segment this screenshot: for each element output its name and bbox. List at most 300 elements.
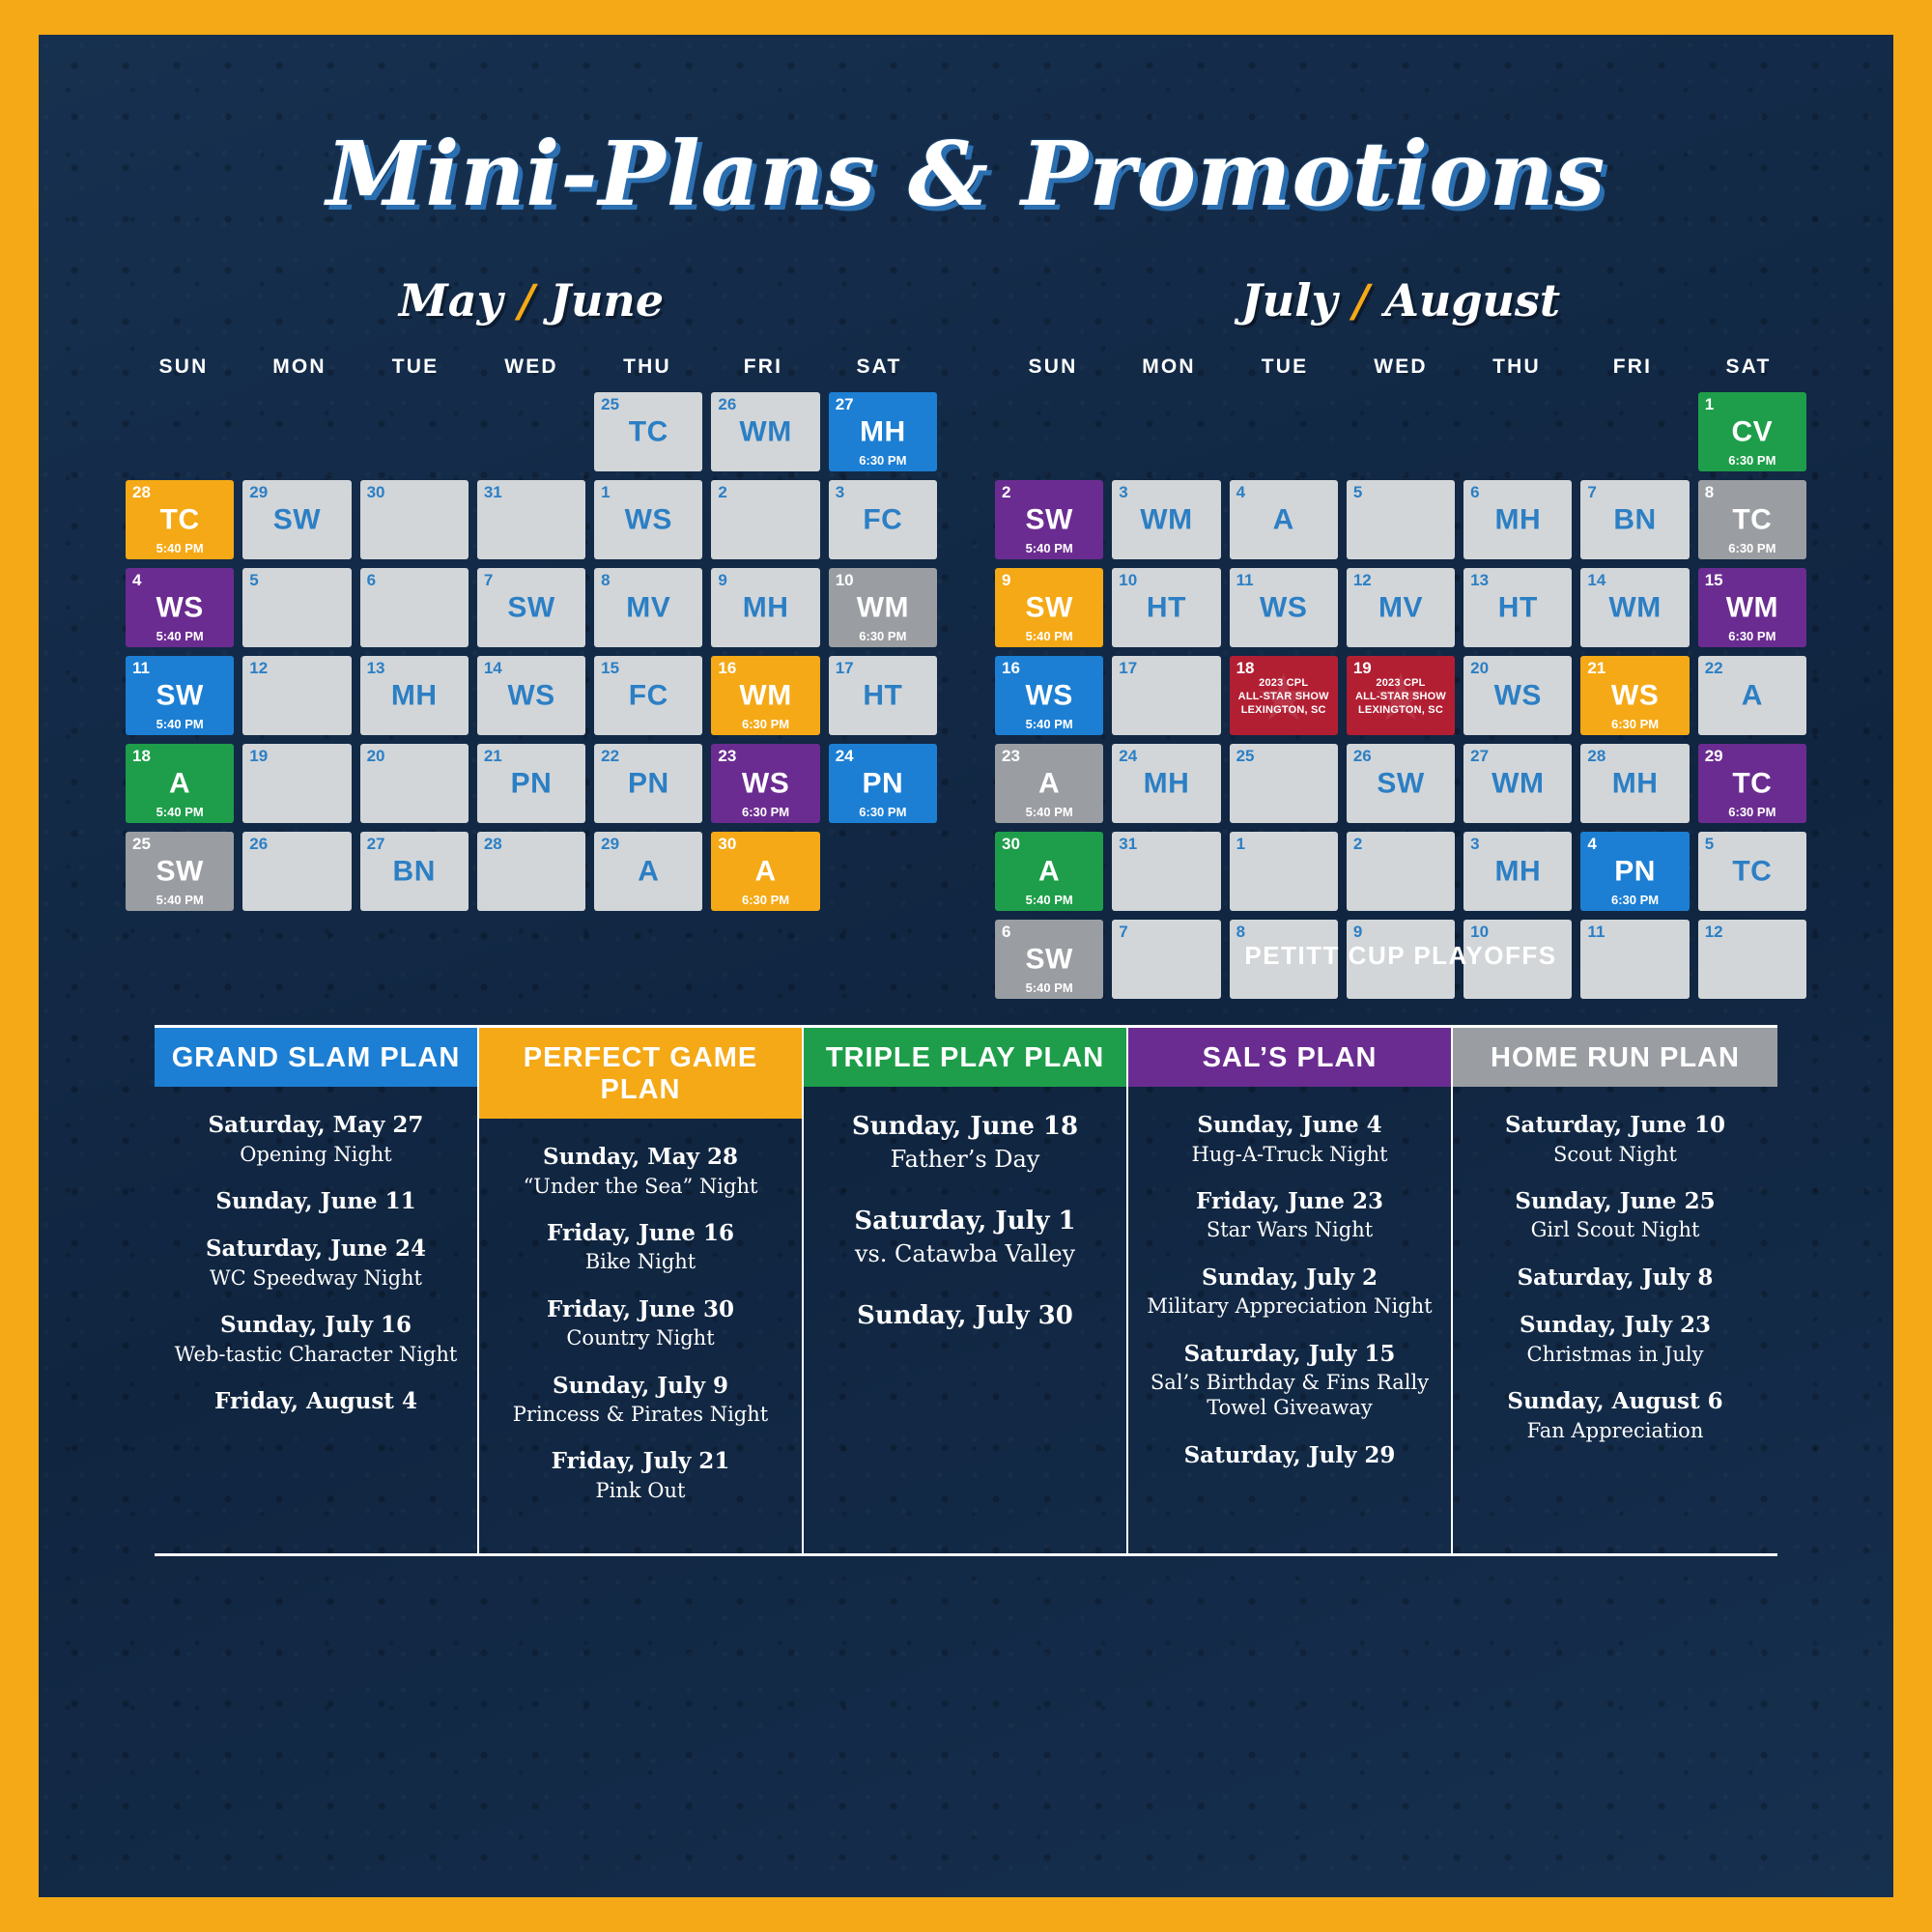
opponent-abbr: SW [156,855,204,888]
weekday-fri: FRI [743,355,783,378]
day-number: 2 [1002,483,1011,501]
calendar-cell-empty [477,392,585,471]
plan-item [168,1312,464,1367]
opponent-abbr: TC [1732,767,1773,800]
calendar-day-cell[interactable] [594,480,702,559]
calendar-day-cell[interactable] [1347,568,1455,647]
calendar-day-cell[interactable] [1698,480,1806,559]
day-number: 10 [1470,923,1490,941]
opponent-abbr: MH [390,679,438,712]
plan-item [1142,1188,1437,1243]
opponent-abbr: A [1272,503,1294,536]
day-number: 14 [483,659,502,677]
calendar-july-august [966,274,1835,995]
calendar-day-cell[interactable] [1698,744,1806,823]
day-number: 22 [1704,659,1723,677]
opponent-abbr: PN [1614,855,1656,888]
calendar-cell-empty [126,392,234,471]
plan-item-date: Friday, June 30 [547,1295,734,1322]
calendar-day-cell[interactable] [829,480,937,559]
opponent-abbr: MV [626,591,671,624]
calendar-day-cell[interactable] [594,656,702,735]
plan-item-subtitle: Opening Night [240,1142,392,1166]
plan-item [493,1144,788,1199]
day-number: 8 [1704,483,1715,501]
plan-title: PERFECT GAME PLAN [479,1028,802,1119]
calendar-day-cell[interactable] [126,744,234,823]
day-number: 7 [1119,923,1128,941]
plan-item-subtitle: Star Wars Night [1206,1218,1374,1242]
plan-items [804,1087,1126,1394]
game-time: 6:30 PM [859,805,907,819]
game-time: 5:40 PM [156,629,204,643]
day-number: 20 [366,747,385,765]
calendar-day-cell[interactable] [995,744,1103,823]
opponent-abbr: BN [392,855,436,888]
game-time: 5:40 PM [156,717,204,731]
plan-item-subtitle: Scout Night [1553,1142,1677,1166]
day-number: 16 [718,659,737,677]
calendar-day-cell[interactable] [126,568,234,647]
plan-item-date: Sunday, July 23 [1520,1312,1711,1339]
game-time: 5:40 PM [1025,980,1073,995]
plan-item-subtitle: Country Night [566,1326,715,1350]
opponent-abbr: FC [863,503,903,536]
calendar-cell-empty [1230,392,1338,471]
calendar-day-cell[interactable] [711,656,819,735]
calendar-day-cell[interactable] [126,832,234,911]
day-number: 18 [132,747,151,765]
opponent-abbr: CV [1731,415,1774,448]
opponent-abbr: HT [1146,591,1186,624]
day-number: 21 [483,747,502,765]
calendar-day-cell[interactable] [1580,480,1689,559]
opponent-abbr: PN [862,767,904,800]
calendar-day-cell[interactable] [360,832,469,911]
calendar-day-cell[interactable] [1230,832,1338,911]
plan-item-subtitle: Girl Scout Night [1530,1218,1700,1242]
day-number: 18 [1236,659,1255,677]
plan-item-date: Sunday, August 6 [1507,1388,1723,1415]
day-number: 15 [601,659,620,677]
day-number: 28 [483,835,502,853]
day-number: 1 [601,483,611,501]
opponent-abbr: WS [741,767,790,800]
plan-item-subtitle: Hug-A-Truck Night [1191,1142,1388,1166]
calendar-cell-empty [1463,392,1572,471]
day-number: 10 [835,571,854,589]
calendar-day-cell[interactable] [1463,744,1572,823]
opponent-abbr: MH [1494,503,1542,536]
plan-item-subtitle: Pink Out [595,1478,686,1502]
game-time: 5:40 PM [1025,629,1073,643]
day-number: 4 [1236,483,1246,501]
plan-item-subtitle: WC Speedway Night [210,1266,422,1291]
opponent-abbr: MH [860,415,906,448]
calendar-day-cell[interactable] [477,480,585,559]
day-number: 8 [601,571,611,589]
day-number: 11 [1587,923,1605,941]
weekday-wed: WED [504,355,558,378]
calendar-day-cell[interactable] [1463,656,1572,735]
day-number: 1 [1236,835,1246,853]
plan-item-subtitle: Bike Night [584,1250,696,1274]
day-number: 29 [249,483,269,501]
weekday-fri: FRI [1612,355,1653,378]
plan-item-date: Friday, August 4 [214,1388,417,1415]
plan-item-subtitle: Princess & Pirates Night [512,1403,769,1427]
day-number: 7 [1587,483,1597,501]
plan-item-date: Saturday, July 29 [1183,1441,1396,1468]
month-separator: / [1352,274,1370,327]
day-number: 6 [366,571,377,589]
game-time: 6:30 PM [1610,893,1660,907]
plan-items [155,1087,477,1465]
game-time: 5:40 PM [156,805,204,819]
opponent-abbr: A [169,767,191,800]
plan-column [155,1028,479,1553]
game-time: 5:40 PM [1025,805,1073,819]
day-number: 24 [1119,747,1138,765]
opponent-abbr: WS [624,503,672,536]
opponent-abbr: MH [1494,855,1542,888]
day-number: 27 [1470,747,1490,765]
plan-item-date: Saturday, June 24 [205,1236,427,1263]
day-number: 30 [1002,835,1020,853]
calendar-cell-empty [360,392,469,471]
calendar-day-cell[interactable] [829,656,937,735]
plan-item [1466,1388,1764,1443]
plan-items [1128,1087,1451,1519]
day-number: 26 [249,835,269,853]
opponent-abbr: PN [627,767,669,800]
calendar-day-cell[interactable] [477,744,585,823]
day-number: 14 [1587,571,1606,589]
day-number: 13 [1470,571,1490,589]
opponent-abbr: SW [272,503,322,536]
opponent-abbr: WM [1140,503,1193,536]
plan-item [168,1188,464,1215]
day-number: 26 [1352,747,1372,765]
day-number: 12 [249,659,269,677]
day-number: 2 [1352,835,1363,853]
plan-item-subtitle: Fan Appreciation [1526,1418,1704,1442]
day-number: 5 [1352,483,1363,501]
calendar-day-cell[interactable] [477,656,585,735]
day-number: 7 [483,571,494,589]
calendar-day-cell[interactable] [1580,656,1689,735]
calendar-day-cell[interactable] [995,656,1103,735]
game-time: 6:30 PM [1728,541,1776,555]
calendar-day-cell[interactable] [1112,568,1220,647]
calendar-day-cell[interactable] [1698,656,1806,735]
calendar-cell-empty [995,392,1103,471]
opponent-abbr: WM [856,591,909,624]
plan-item-date: Saturday, May 27 [208,1112,424,1138]
calendar-day-cell[interactable] [711,480,819,559]
calendar-day-cell[interactable] [594,832,702,911]
opponent-abbr: PN [510,767,553,800]
calendar-day-cell[interactable] [1230,480,1338,559]
day-number: 1 [1704,395,1715,413]
day-number: 22 [601,747,620,765]
calendar-day-cell[interactable] [1347,656,1455,735]
day-number: 3 [835,483,845,501]
calendar-day-cell[interactable] [1112,744,1220,823]
calendar-day-cell[interactable] [1230,656,1338,735]
day-number: 17 [1119,659,1138,677]
month-separator: / [518,274,535,327]
calendar-day-cell[interactable] [711,568,819,647]
plan-item [168,1388,464,1415]
opponent-abbr: SW [1025,591,1073,624]
opponent-abbr: MV [1378,591,1423,624]
day-number: 25 [132,835,151,853]
day-number: 11 [1236,571,1254,589]
calendar-day-cell[interactable] [477,568,585,647]
game-time: 6:30 PM [1728,629,1776,643]
month-name-a: July [1240,274,1338,327]
weekday-mon: MON [272,355,327,378]
plan-column [479,1028,804,1553]
calendar-cell-empty [242,392,351,471]
calendar-day-cell[interactable] [594,744,702,823]
weekday-wed: WED [1374,355,1428,378]
plan-item-date: Sunday, May 28 [543,1144,738,1170]
game-time: 6:30 PM [1728,453,1776,468]
opponent-abbr: A [1741,679,1763,712]
day-number: 29 [1704,747,1723,765]
calendar-day-cell[interactable] [1112,480,1220,559]
month-name-a: May [398,274,503,327]
day-number: 25 [1236,747,1255,765]
plan-item-date: Sunday, July 16 [220,1312,412,1339]
calendar-day-cell[interactable] [242,656,351,735]
all-star-label: 2023 CPL ALL-STAR SHOW LEXINGTON, SC [1237,677,1329,716]
calendar-day-cell[interactable] [829,744,937,823]
opponent-abbr: TC [628,415,668,448]
plan-item [1142,1264,1437,1320]
plan-item [1466,1264,1764,1292]
calendar-heading [966,274,1835,327]
day-number: 19 [1352,659,1372,677]
opponent-abbr: WM [739,415,792,448]
calendar-day-cell[interactable] [242,480,351,559]
day-number: 19 [249,747,269,765]
plan-item-subtitle: vs. Catawba Valley [854,1240,1076,1268]
day-number: 23 [1002,747,1020,765]
calendar-cell-empty [1112,392,1220,471]
opponent-abbr: BN [1613,503,1657,536]
calendar-may-june [97,274,966,971]
opponent-abbr: A [1038,855,1061,888]
month-name-b: June [550,274,665,327]
opponent-abbr: HT [863,679,903,712]
calendar-day-cell[interactable] [1698,568,1806,647]
weekday-header-row-2 [966,355,1835,379]
calendar-day-cell[interactable] [995,568,1103,647]
opponent-abbr: WS [1025,679,1073,712]
day-number: 6 [1470,483,1480,501]
plan-item [817,1207,1113,1268]
opponent-abbr: HT [1497,591,1538,624]
plan-item [817,1112,1113,1174]
day-number: 16 [1002,659,1020,677]
day-number: 4 [132,571,142,589]
day-number: 4 [1587,835,1597,853]
day-number: 30 [718,835,737,853]
opponent-abbr: MH [742,591,789,624]
calendar-day-cell[interactable] [1347,832,1455,911]
calendar-day-cell[interactable] [1698,832,1806,911]
game-time: 6:30 PM [859,453,907,468]
plan-item [493,1448,788,1503]
calendar-day-cell[interactable] [126,656,234,735]
game-time: 5:40 PM [1025,893,1073,907]
weekday-thu: THU [1492,355,1541,378]
opponent-abbr: TC [159,503,200,536]
plan-item [168,1236,464,1291]
calendar-day-cell[interactable] [594,568,702,647]
day-number: 2 [718,483,727,501]
plan-item-subtitle: Sal’s Birthday & Fins Rally Towel Giveaway [1150,1371,1430,1420]
opponent-abbr: SW [1377,767,1425,800]
calendar-day-cell[interactable] [711,744,819,823]
calendar-day-cell[interactable] [1463,480,1572,559]
plan-item-date: Sunday, June 4 [1197,1112,1382,1138]
calendar-day-cell[interactable] [829,392,937,471]
game-time: 6:30 PM [859,629,907,643]
plan-item-date: Friday, June 16 [547,1219,734,1246]
calendar-day-cell[interactable] [1580,568,1689,647]
weekday-mon: MON [1142,355,1196,378]
calendar-day-cell[interactable] [995,832,1103,911]
calendar-day-cell[interactable] [1112,832,1220,911]
calendar-day-cell[interactable] [995,480,1103,559]
calendar-day-cell[interactable] [711,392,819,471]
calendar-day-cell[interactable] [242,832,351,911]
poster [39,35,1893,1897]
day-number: 9 [1002,571,1011,589]
calendar-grid-1 [97,392,966,911]
day-number: 9 [718,571,727,589]
opponent-abbr: MH [1611,767,1659,800]
opponent-abbr: SW [156,679,204,712]
plan-item-date: Sunday, July 9 [553,1372,728,1399]
opponent-abbr: WS [507,679,555,712]
day-number: 5 [249,571,259,589]
plan-column [1453,1028,1777,1553]
calendar-day-cell[interactable] [1698,392,1806,471]
calendar-day-cell[interactable] [1463,832,1572,911]
plans-section [155,1025,1777,1556]
day-number: 17 [835,659,854,677]
day-number: 11 [132,659,150,677]
plan-title: HOME RUN PLAN [1453,1028,1777,1087]
opponent-abbr: MH [1143,767,1190,800]
day-number: 29 [601,835,620,853]
day-number: 24 [835,747,854,765]
plan-item-date: Friday, June 23 [1196,1187,1383,1214]
calendar-day-cell[interactable] [1463,568,1572,647]
weekday-sat: SAT [856,355,902,378]
day-number: 27 [835,395,854,413]
opponent-abbr: TC [1732,503,1773,536]
calendar-day-cell[interactable] [242,744,351,823]
calendar-day-cell[interactable] [360,568,469,647]
opponent-abbr: WM [1608,591,1662,624]
calendar-day-cell[interactable] [477,832,585,911]
game-time: 6:30 PM [741,893,790,907]
weekday-tue: TUE [391,355,440,378]
plan-item [1142,1341,1437,1421]
calendar-day-cell[interactable] [829,568,937,647]
calendar-day-cell[interactable] [1230,744,1338,823]
day-number: 10 [1119,571,1138,589]
day-number: 26 [718,395,737,413]
game-time: 6:30 PM [1610,717,1660,731]
calendar-day-cell[interactable] [711,832,819,911]
calendars-row [39,274,1893,995]
plan-item-date: Sunday, June 11 [215,1187,416,1214]
opponent-abbr: WS [156,591,204,624]
opponent-abbr: FC [628,679,668,712]
plan-item [817,1301,1113,1331]
calendar-grid-2 [966,392,1835,999]
day-number: 5 [1704,835,1715,853]
opponent-abbr: WS [1493,679,1542,712]
plan-item-date: Sunday, July 30 [857,1301,1073,1331]
calendar-day-cell[interactable] [1112,656,1220,735]
plan-item [493,1220,788,1275]
calendar-day-cell[interactable] [1347,480,1455,559]
opponent-abbr: SW [1025,943,1073,976]
opponent-abbr: A [1038,767,1061,800]
game-time: 5:40 PM [1025,541,1073,555]
calendar-day-cell[interactable] [360,480,469,559]
page-title: Mini-Plans & Promotions [326,122,1606,226]
calendar-day-cell[interactable] [594,392,702,471]
calendar-day-cell[interactable] [360,656,469,735]
calendar-day-cell[interactable] [1230,568,1338,647]
all-star-label: 2023 CPL ALL-STAR SHOW LEXINGTON, SC [1354,677,1447,716]
day-number: 12 [1352,571,1372,589]
calendar-day-cell[interactable] [242,568,351,647]
plan-title: GRAND SLAM PLAN [155,1028,477,1087]
day-number: 25 [601,395,620,413]
calendar-day-cell[interactable] [1580,832,1689,911]
calendar-day-cell[interactable] [126,480,234,559]
calendar-day-cell[interactable] [360,744,469,823]
opponent-abbr: TC [1732,855,1773,888]
plan-title: SAL’S PLAN [1128,1028,1451,1087]
day-number: 9 [1352,923,1363,941]
opponent-abbr: WM [1725,591,1778,624]
opponent-abbr: SW [1025,503,1073,536]
plan-item [1466,1312,1764,1367]
plan-column [1128,1028,1453,1553]
day-number: 31 [483,483,502,501]
calendar-day-cell[interactable] [1347,744,1455,823]
opponent-abbr: WS [1610,679,1660,712]
month-name-b: August [1384,274,1561,327]
day-number: 3 [1119,483,1128,501]
game-time: 6:30 PM [741,717,790,731]
calendar-day-cell[interactable] [1580,744,1689,823]
plan-item [1466,1188,1764,1243]
plan-item-date: Friday, July 21 [551,1448,730,1475]
day-number: 28 [1587,747,1606,765]
